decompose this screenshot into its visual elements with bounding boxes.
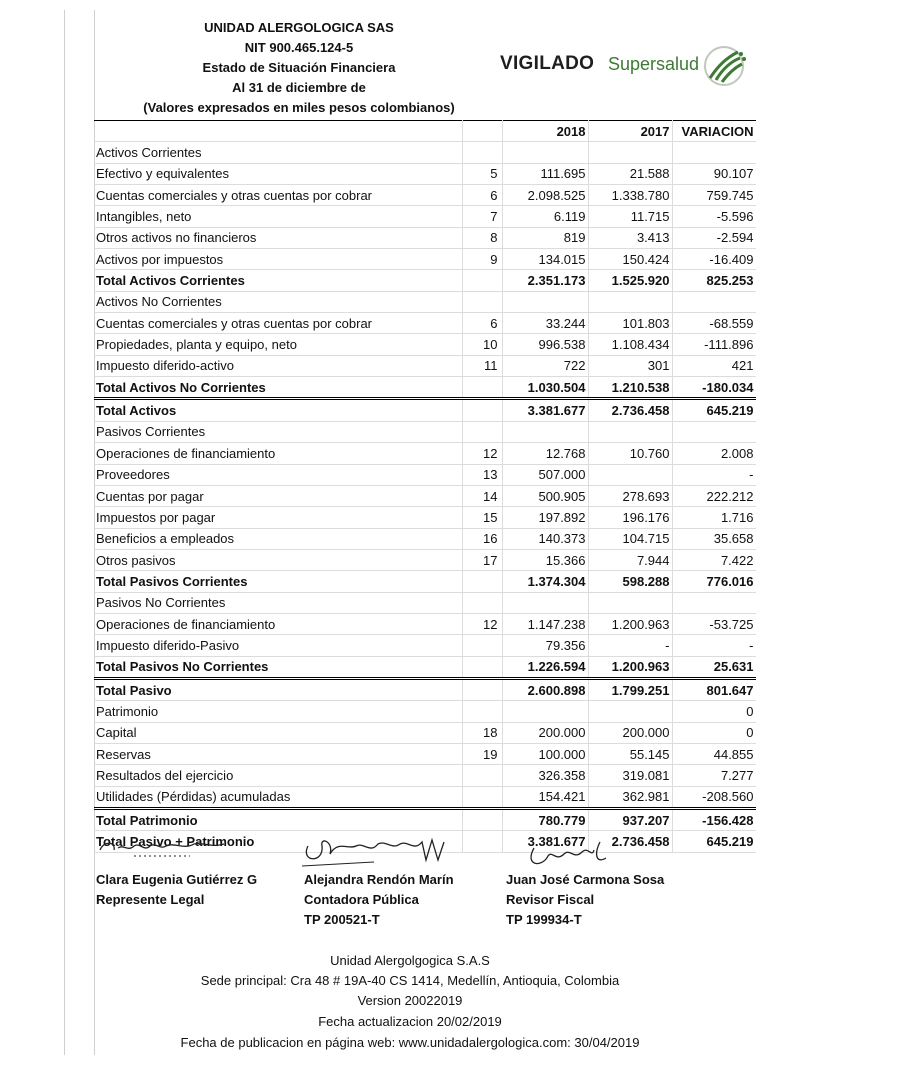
row-value-variacion: -16.409 (672, 249, 756, 270)
row-value-variacion: 825.253 (672, 270, 756, 291)
row-value-variacion: -2.594 (672, 227, 756, 248)
row-value-2018: 1.374.304 (502, 571, 588, 592)
row-value-2017: 301 (588, 355, 672, 376)
table-row (94, 656, 756, 678)
table-row (94, 163, 756, 184)
row-label: Total Patrimonio (94, 809, 462, 831)
table-row (94, 313, 756, 334)
row-value-2017: 1.200.963 (588, 656, 672, 678)
footer-version: Version 20022019 (357, 993, 463, 1008)
row-label: Pasivos No Corrientes (94, 592, 462, 613)
row-value-2018: 3.381.677 (502, 831, 588, 852)
table-row (94, 722, 756, 743)
signatures-area (94, 832, 756, 872)
row-value-2017: 150.424 (588, 249, 672, 270)
supersalud-text: Supersalud (608, 54, 700, 74)
row-value-2017: 3.413 (588, 227, 672, 248)
row-value-variacion: 1.716 (672, 507, 756, 528)
table-row (94, 270, 756, 291)
header-variacion: VARIACION (672, 121, 756, 142)
row-value-variacion: -111.896 (672, 334, 756, 355)
table-row (94, 592, 756, 613)
row-value-variacion: -5.596 (672, 206, 756, 227)
row-note: 7 (462, 206, 502, 227)
table-row (94, 464, 756, 485)
row-value-2017: - (588, 635, 672, 656)
row-label: Cuentas comerciales y otras cuentas por cobrar (94, 185, 462, 206)
row-value-2017 (588, 142, 672, 163)
row-value-2017: 1.799.251 (588, 678, 672, 700)
signatory-name: Juan José Carmona Sosa (506, 872, 665, 887)
row-label: Impuestos por pagar (94, 507, 462, 528)
table-row (94, 443, 756, 464)
row-note: 13 (462, 464, 502, 485)
row-value-2017: 196.176 (588, 507, 672, 528)
row-note (462, 765, 502, 786)
company-name: UNIDAD ALERGOLOGICA SAS (204, 20, 394, 35)
row-value-2017: 1.210.538 (588, 377, 672, 399)
row-label: Impuesto diferido-Pasivo (94, 635, 462, 656)
row-value-2017: 200.000 (588, 722, 672, 743)
header-blank (94, 121, 462, 142)
row-value-2018: 15.366 (502, 549, 588, 570)
table-row (94, 399, 756, 421)
supersalud-leaf-icon (700, 44, 750, 88)
row-value-2018: 140.373 (502, 528, 588, 549)
row-note: 12 (462, 613, 502, 634)
row-note: 6 (462, 185, 502, 206)
row-value-2018: 2.098.525 (502, 185, 588, 206)
row-value-variacion: 90.107 (672, 163, 756, 184)
row-note (462, 571, 502, 592)
row-value-2018: 1.147.238 (502, 613, 588, 634)
row-note: 16 (462, 528, 502, 549)
row-label: Activos No Corrientes (94, 291, 462, 312)
row-value-2017 (588, 291, 672, 312)
header-2017: 2017 (588, 121, 672, 142)
row-label: Proveedores (94, 464, 462, 485)
row-value-2017: 362.981 (588, 786, 672, 808)
signatory-name: Clara Eugenia Gutiérrez G (96, 872, 258, 887)
footer-address: Sede principal: Cra 48 # 19A-40 CS 1414, Medellín, Antioquia, Colombia (200, 973, 620, 988)
row-note: 14 (462, 485, 502, 506)
table-row (94, 549, 756, 570)
balance-table (94, 120, 756, 853)
table-row (94, 377, 756, 399)
row-value-2017: 2.736.458 (588, 831, 672, 852)
statement-units: (Valores expresados en miles pesos colombianos) (143, 100, 455, 115)
row-note (462, 656, 502, 678)
row-value-variacion: -156.428 (672, 809, 756, 831)
row-value-2017: 278.693 (588, 485, 672, 506)
table-row (94, 227, 756, 248)
table-row (94, 613, 756, 634)
row-note: 6 (462, 313, 502, 334)
row-value-variacion: -208.560 (672, 786, 756, 808)
table-row (94, 809, 756, 831)
row-value-2017: 104.715 (588, 528, 672, 549)
handwritten-signatures (94, 832, 756, 872)
row-value-2017: 2.736.458 (588, 399, 672, 421)
row-value-variacion: 776.016 (672, 571, 756, 592)
table-row (94, 291, 756, 312)
row-label: Intangibles, neto (94, 206, 462, 227)
supersalud-logo (500, 44, 756, 88)
row-value-2018 (502, 142, 588, 163)
row-note (462, 399, 502, 421)
table-row (94, 485, 756, 506)
row-value-2018: 326.358 (502, 765, 588, 786)
row-label: Total Pasivo (94, 678, 462, 700)
row-value-variacion: 0 (672, 701, 756, 722)
row-label: Total Pasivo + Patrimonio (94, 831, 462, 852)
footer-updated: Fecha actualizacion 20/02/2019 (318, 1014, 502, 1029)
row-note (462, 701, 502, 722)
row-value-variacion: 2.008 (672, 443, 756, 464)
table-row (94, 528, 756, 549)
row-note (462, 635, 502, 656)
row-value-2018: 6.119 (502, 206, 588, 227)
row-value-2017: 1.108.434 (588, 334, 672, 355)
row-value-variacion: 222.212 (672, 485, 756, 506)
row-value-2017: 937.207 (588, 809, 672, 831)
row-value-variacion: 645.219 (672, 831, 756, 852)
row-value-variacion: 25.631 (672, 656, 756, 678)
row-value-2018: 12.768 (502, 443, 588, 464)
table-row (94, 249, 756, 270)
row-value-2018: 819 (502, 227, 588, 248)
company-nit: NIT 900.465.124-5 (244, 40, 354, 55)
row-value-2017: 1.338.780 (588, 185, 672, 206)
row-value-variacion: 35.658 (672, 528, 756, 549)
row-value-2018: 79.356 (502, 635, 588, 656)
row-note: 11 (462, 355, 502, 376)
table-row (94, 334, 756, 355)
row-value-2017: 101.803 (588, 313, 672, 334)
row-label: Activos por impuestos (94, 249, 462, 270)
row-label: Total Activos No Corrientes (94, 377, 462, 399)
table-row (94, 701, 756, 722)
row-value-variacion: 759.745 (672, 185, 756, 206)
row-label: Operaciones de financiamiento (94, 443, 462, 464)
statement-date: Al 31 de diciembre de (232, 80, 366, 95)
signatory-tp: TP 200521-T (304, 912, 380, 927)
row-value-2017: 7.944 (588, 549, 672, 570)
table-row (94, 635, 756, 656)
vigilado-text: VIGILADO (500, 53, 595, 74)
row-value-variacion: - (672, 635, 756, 656)
row-value-variacion (672, 592, 756, 613)
table-row (94, 142, 756, 163)
signatory-tp: TP 199934-T (506, 912, 582, 927)
table-row (94, 786, 756, 808)
table-row (94, 185, 756, 206)
table-row (94, 571, 756, 592)
row-value-2018: 100.000 (502, 743, 588, 764)
row-label: Cuentas por pagar (94, 485, 462, 506)
row-value-2018: 780.779 (502, 809, 588, 831)
row-label: Resultados del ejercicio (94, 765, 462, 786)
row-value-2017: 10.760 (588, 443, 672, 464)
row-value-2018: 111.695 (502, 163, 588, 184)
row-value-2017: 21.588 (588, 163, 672, 184)
row-value-2018 (502, 291, 588, 312)
row-label: Impuesto diferido-activo (94, 355, 462, 376)
row-value-2018: 996.538 (502, 334, 588, 355)
row-note (462, 421, 502, 442)
row-value-2018 (502, 701, 588, 722)
row-value-variacion: 7.277 (672, 765, 756, 786)
row-note (462, 678, 502, 700)
header-note (462, 121, 502, 142)
row-value-2018: 722 (502, 355, 588, 376)
row-label: Activos Corrientes (94, 142, 462, 163)
footer-published: Fecha de publicacion en página web: www.unidadalergologica.com: 30/04/2019 (180, 1035, 640, 1050)
row-note: 12 (462, 443, 502, 464)
row-value-variacion: -68.559 (672, 313, 756, 334)
row-value-variacion: 801.647 (672, 678, 756, 700)
table-row (94, 206, 756, 227)
row-label: Otros activos no financieros (94, 227, 462, 248)
row-value-variacion: 7.422 (672, 549, 756, 570)
row-value-2017: 55.145 (588, 743, 672, 764)
row-value-2018: 1.226.594 (502, 656, 588, 678)
row-value-2018: 3.381.677 (502, 399, 588, 421)
row-value-2018: 507.000 (502, 464, 588, 485)
row-note: 9 (462, 249, 502, 270)
row-label: Beneficios a empleados (94, 528, 462, 549)
row-note (462, 809, 502, 831)
row-value-2017: 11.715 (588, 206, 672, 227)
table-row (94, 765, 756, 786)
row-value-2018: 2.351.173 (502, 270, 588, 291)
signatory-role: Revisor Fiscal (506, 892, 595, 907)
row-note: 18 (462, 722, 502, 743)
table-row (94, 743, 756, 764)
row-note: 15 (462, 507, 502, 528)
row-value-2017 (588, 421, 672, 442)
row-note (462, 592, 502, 613)
statement-title: Estado de Situación Financiera (202, 60, 396, 75)
grid-line (64, 10, 65, 1055)
row-label: Propiedades, planta y equipo, neto (94, 334, 462, 355)
row-value-2017: 1.200.963 (588, 613, 672, 634)
row-label: Capital (94, 722, 462, 743)
row-value-variacion: - (672, 464, 756, 485)
row-label: Reservas (94, 743, 462, 764)
row-value-2017: 319.081 (588, 765, 672, 786)
row-label: Total Activos (94, 399, 462, 421)
row-label: Otros pasivos (94, 549, 462, 570)
row-note: 8 (462, 227, 502, 248)
row-value-variacion (672, 142, 756, 163)
row-value-2018: 1.030.504 (502, 377, 588, 399)
row-value-variacion (672, 291, 756, 312)
row-value-2018 (502, 421, 588, 442)
row-value-2017: 1.525.920 (588, 270, 672, 291)
row-value-2018: 154.421 (502, 786, 588, 808)
row-value-variacion: -180.034 (672, 377, 756, 399)
row-label: Cuentas comerciales y otras cuentas por cobrar (94, 313, 462, 334)
row-value-variacion: 44.855 (672, 743, 756, 764)
table-row (94, 355, 756, 376)
column-header-row (94, 121, 756, 142)
row-value-2018: 200.000 (502, 722, 588, 743)
row-note (462, 291, 502, 312)
row-note: 10 (462, 334, 502, 355)
row-value-variacion: -53.725 (672, 613, 756, 634)
row-note: 5 (462, 163, 502, 184)
row-value-variacion: 0 (672, 722, 756, 743)
row-label: Efectivo y equivalentes (94, 163, 462, 184)
row-label: Total Activos Corrientes (94, 270, 462, 291)
table-row (94, 421, 756, 442)
row-value-variacion: 645.219 (672, 399, 756, 421)
signatory-role: Represente Legal (96, 892, 205, 907)
table-row (94, 678, 756, 700)
signatory-name: Alejandra Rendón Marín (304, 872, 454, 887)
table-row (94, 507, 756, 528)
row-note (462, 377, 502, 399)
financial-statement-sheet (64, 10, 756, 1055)
row-value-variacion (672, 421, 756, 442)
row-note (462, 142, 502, 163)
row-note (462, 270, 502, 291)
row-label: Operaciones de financiamiento (94, 613, 462, 634)
row-label: Pasivos Corrientes (94, 421, 462, 442)
row-value-2017: 598.288 (588, 571, 672, 592)
signatory-role: Contadora Pública (304, 892, 419, 907)
row-label: Patrimonio (94, 701, 462, 722)
footer-company: Unidad Alergolgogica S.A.S (330, 953, 490, 968)
row-value-2018: 134.015 (502, 249, 588, 270)
row-note (462, 786, 502, 808)
row-value-2018: 33.244 (502, 313, 588, 334)
row-value-2018: 197.892 (502, 507, 588, 528)
row-value-2017 (588, 701, 672, 722)
row-value-2018: 2.600.898 (502, 678, 588, 700)
row-value-variacion: 421 (672, 355, 756, 376)
row-value-2017 (588, 464, 672, 485)
row-label: Utilidades (Pérdidas) acumuladas (94, 786, 462, 808)
row-value-2018: 500.905 (502, 485, 588, 506)
row-label: Total Pasivos No Corrientes (94, 656, 462, 678)
row-note: 19 (462, 743, 502, 764)
row-label: Total Pasivos Corrientes (94, 571, 462, 592)
header-2018: 2018 (502, 121, 588, 142)
row-value-2017 (588, 592, 672, 613)
row-note: 17 (462, 549, 502, 570)
row-value-2018 (502, 592, 588, 613)
